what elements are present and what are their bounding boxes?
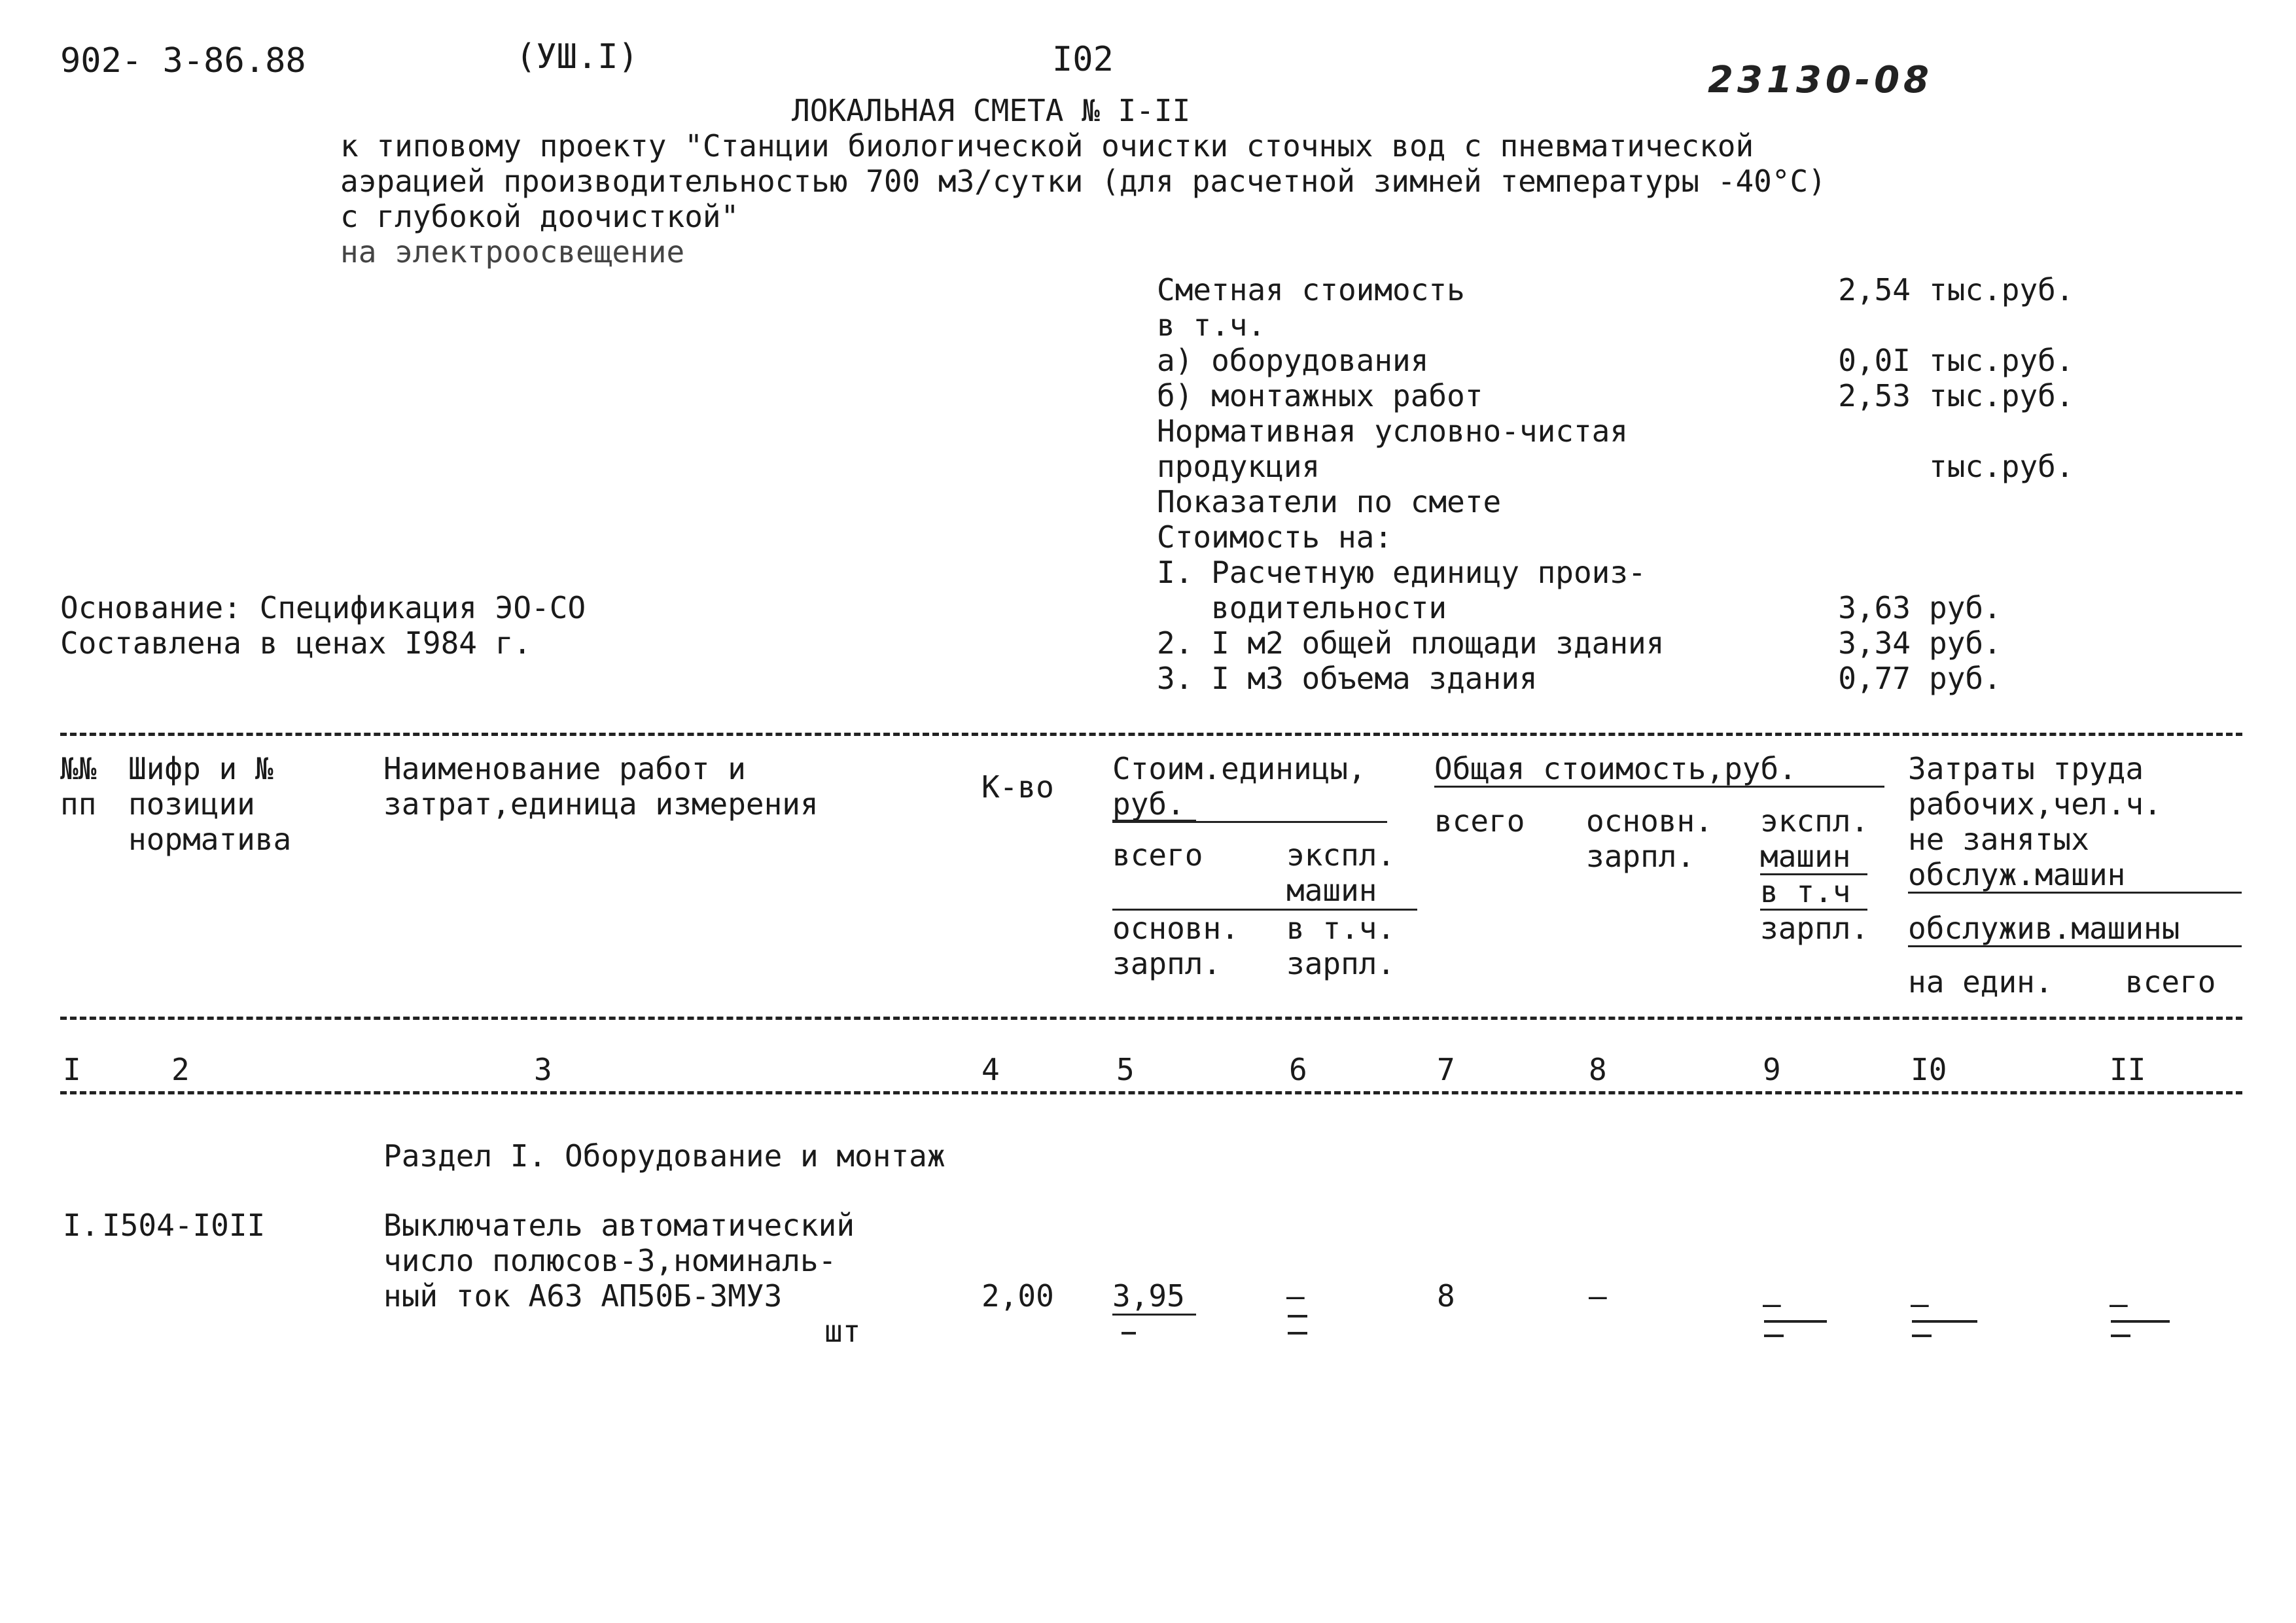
cost-label: Показатели по смете <box>1157 484 1502 519</box>
cost-unit: руб. <box>1929 590 2002 625</box>
col4-header: К-во <box>981 769 1054 805</box>
basis-spec: Основание: Спецификация ЭО-СО <box>60 590 586 625</box>
total-cost-underline <box>1434 786 1884 788</box>
cost-label: Стоимость на: <box>1157 519 1393 555</box>
row-unit-machines: – <box>1286 1278 1305 1314</box>
doc-code: 902- 3-86.88 <box>60 41 306 80</box>
labor-header-5: обслужив.машины <box>1908 911 2180 946</box>
col3-header-line1: Наименование работ и <box>383 751 746 786</box>
cost-unit: тыс.руб. <box>1929 343 2074 378</box>
cost-unit: тыс.руб. <box>1929 378 2074 413</box>
cost-label: 2. I м2 общей площади здания <box>1157 625 1665 661</box>
cost-value: 0,0I <box>1838 343 1911 378</box>
colnum: 3 <box>534 1052 552 1087</box>
cost-unit: тыс.руб. <box>1929 449 2074 484</box>
col5-header-a: всего <box>1112 837 1203 873</box>
col9-header-3: в т.ч <box>1760 874 1851 909</box>
title-line-2: к типовому проекту "Станции биологической очистки сточных вод с пневматической <box>340 128 1754 164</box>
dash-mark <box>1122 1332 1136 1335</box>
col6-header-a2: машин <box>1286 873 1377 908</box>
col9-header-2: машин <box>1760 839 1851 874</box>
colnum: 9 <box>1763 1052 1781 1087</box>
row-labor-unit: – <box>1911 1286 1929 1321</box>
col6-header-b2: зарпл. <box>1286 946 1396 981</box>
row-name-line1: Выключатель автоматический <box>383 1208 855 1243</box>
row-number: I. <box>63 1208 99 1243</box>
cost-label: б) монтажных работ <box>1157 378 1483 413</box>
col6-header-a1: экспл. <box>1286 837 1396 873</box>
col8-header-1: основн. <box>1586 803 1713 839</box>
dash-mark <box>1912 1335 1932 1337</box>
col2-header-line3: норматива <box>128 822 292 857</box>
row-total-machines: – <box>1763 1286 1781 1321</box>
col8-header-2: зарпл. <box>1586 839 1695 874</box>
unit-cost-underline <box>1112 1314 1196 1316</box>
row-labor-total: – <box>2110 1286 2128 1321</box>
dash-mark <box>1288 1315 1307 1318</box>
colnum: II <box>2110 1052 2146 1087</box>
col10-header: на един. <box>1908 964 2053 1000</box>
dash-mark <box>1288 1332 1307 1335</box>
stamp-number: 23130-08 <box>1708 59 1933 101</box>
section-title: Раздел I. Оборудование и монтаж <box>383 1138 945 1174</box>
cost-value: 0,77 <box>1838 661 1911 696</box>
cost-label: 3. I м3 объема здания <box>1157 661 1538 696</box>
cost-label: в т.ч. <box>1157 307 1266 343</box>
cost-unit: тыс.руб. <box>1929 272 2074 307</box>
cost-label: I. Расчетную единицу произ- <box>1157 555 1646 590</box>
col9-header-1: экспл. <box>1760 803 1869 839</box>
column-numbers-rule <box>60 1091 2242 1094</box>
unit-cost-header: Стоим.единицы, <box>1112 751 1366 786</box>
album-number: (УШ.I) <box>516 37 639 77</box>
dash-mark <box>2111 1335 2130 1337</box>
row-code: I504-I0II <box>102 1208 266 1243</box>
labor-header-2: рабочих,чел.ч. <box>1908 786 2162 822</box>
unit-cost-header-rub: руб. <box>1112 786 1185 822</box>
cost-label: Нормативная условно-чистая <box>1157 413 1629 449</box>
cost-label: Сметная стоимость <box>1157 272 1465 307</box>
dash-mark <box>1764 1320 1827 1323</box>
cost-label: продукция <box>1157 449 1320 484</box>
basis-prices: Составлена в ценах I984 г. <box>60 625 532 661</box>
row-total-wage: – <box>1589 1278 1607 1314</box>
row-name-line2: число полюсов-3,номиналь- <box>383 1243 837 1278</box>
dash-mark <box>2111 1320 2170 1323</box>
title-line-5: на электроосвещение <box>340 234 685 270</box>
colnum: 6 <box>1289 1052 1307 1087</box>
col9-header-4: зарпл. <box>1760 911 1869 946</box>
col5-header-b2: зарпл. <box>1112 946 1222 981</box>
labor-header-1: Затраты труда <box>1908 751 2144 786</box>
labor-header-3: не занятых <box>1908 822 2089 857</box>
dash-mark <box>1912 1320 1977 1323</box>
col11-header: всего <box>2125 964 2216 1000</box>
total-cost-header: Общая стоимость,руб. <box>1434 751 1797 786</box>
title-line-3: аэрацией производительностью 700 м3/сутки (для расчетной зимней температуры -40°С) <box>340 164 1826 199</box>
row-unit-cost: 3,95 <box>1112 1278 1185 1314</box>
colnum: 7 <box>1437 1052 1455 1087</box>
colnum: 2 <box>171 1052 190 1087</box>
colnum: 5 <box>1116 1052 1135 1087</box>
colnum: I0 <box>1911 1052 1947 1087</box>
col5-header-b1: основн. <box>1112 911 1239 946</box>
cost-label: водительности <box>1157 590 1447 625</box>
table-header-rule <box>60 1017 2242 1020</box>
col6-header-b1: в т.ч. <box>1286 911 1396 946</box>
cost-value: 3,63 <box>1838 590 1911 625</box>
cost-value: 2,53 <box>1838 378 1911 413</box>
row-total: 8 <box>1437 1278 1455 1314</box>
row-unit: шт <box>824 1314 861 1349</box>
colnum: I <box>63 1052 81 1087</box>
rub-underline <box>1112 820 1196 822</box>
cost-label: а) оборудования <box>1157 343 1429 378</box>
dash-mark <box>1764 1335 1784 1337</box>
labor-underline-2 <box>1908 945 2242 947</box>
table-top-rule <box>60 733 2242 736</box>
cost-value: 3,34 <box>1838 625 1911 661</box>
cost-unit: руб. <box>1929 661 2002 696</box>
col7-header: всего <box>1434 803 1525 839</box>
labor-underline-1 <box>1908 892 2242 894</box>
col1-header-line2: пп <box>60 786 97 822</box>
row-qty: 2,00 <box>981 1278 1054 1314</box>
col3-header-line2: затрат,единица измерения <box>383 786 819 822</box>
labor-header-4: обслуж.машин <box>1908 857 2126 892</box>
page-number: I02 <box>1052 40 1114 79</box>
col1-header-line1: №№ <box>60 751 97 786</box>
colnum: 8 <box>1589 1052 1607 1087</box>
colnum: 4 <box>981 1052 1000 1087</box>
col2-header-line2: позиции <box>128 786 255 822</box>
estimate-title: ЛОКАЛЬНАЯ СМЕТА № I-II <box>792 93 1191 128</box>
cost-value: 2,54 <box>1838 272 1911 307</box>
col2-header-line1: Шифр и № <box>128 751 274 786</box>
title-line-4: с глубокой доочисткой" <box>340 199 739 234</box>
row-name-line3: ный ток А63 АП50Б-3МУ3 <box>383 1278 783 1314</box>
cost-unit: руб. <box>1929 625 2002 661</box>
